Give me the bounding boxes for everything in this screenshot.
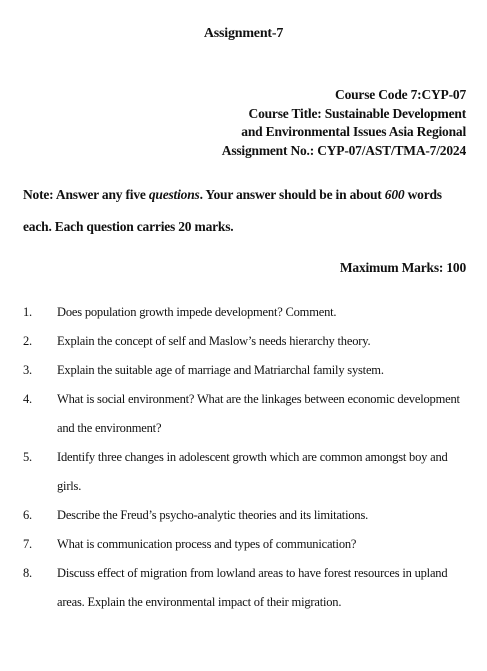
question-list (23, 298, 463, 617)
question-number: 4. (23, 392, 32, 406)
question-number: 8. (23, 566, 32, 580)
note-text-2: . Your answer should be in about (199, 187, 385, 202)
note-text-3: words each. Each question carries 20 marks. (23, 187, 442, 234)
question-text: What is communication process and types of communication? (57, 537, 357, 551)
course-title-line-1: Course Title: Sustainable Development (248, 105, 466, 121)
question-text: Describe the Freud’s psycho-analytic theories and its limitations. (57, 508, 369, 522)
page-title: Assignment-7 (203, 26, 284, 41)
question-item (23, 385, 463, 443)
question-number: 7. (23, 537, 32, 551)
course-title-line-2: and Environmental Issues Asia Regional (241, 124, 466, 139)
question-item (23, 327, 463, 356)
question-item (23, 559, 463, 617)
question-text: Explain the concept of self and Maslow’s needs hierarchy theory. (57, 334, 371, 348)
question-number: 1. (23, 305, 32, 319)
question-number: 6. (23, 508, 32, 522)
assignment-number: Assignment No.: CYP-07/AST/TMA-7/2024 (221, 142, 466, 158)
question-number: 5. (23, 450, 32, 464)
maximum-marks: Maximum Marks: 100 (339, 260, 466, 275)
question-item (23, 530, 463, 559)
question-item (23, 356, 463, 385)
note-text-1: Note: Answer any five (23, 187, 149, 202)
question-number: 2. (23, 334, 32, 348)
course-code: Course Code 7:CYP-07 (335, 87, 466, 102)
question-text: Identify three changes in adolescent growth which are common amongst boy and girls. (57, 450, 448, 493)
question-item (23, 443, 463, 501)
course-info-block (222, 86, 466, 160)
question-number: 3. (23, 363, 32, 377)
note-emphasis-word-count: 600 (384, 187, 405, 202)
question-item (23, 298, 463, 327)
question-item (23, 501, 463, 530)
question-text: Discuss effect of migration from lowland areas to have forest resources in upland areas. Explain the environmental impact of their migration. (57, 566, 448, 609)
question-text: What is social environment? What are the linkages between economic development and the environment? (57, 392, 460, 435)
question-text: Does population growth impede development? Comment. (57, 305, 337, 319)
instructions-note (23, 179, 468, 243)
note-emphasis-questions: questions (148, 187, 200, 202)
question-text: Explain the suitable age of marriage and Matriarchal family system. (57, 363, 384, 377)
